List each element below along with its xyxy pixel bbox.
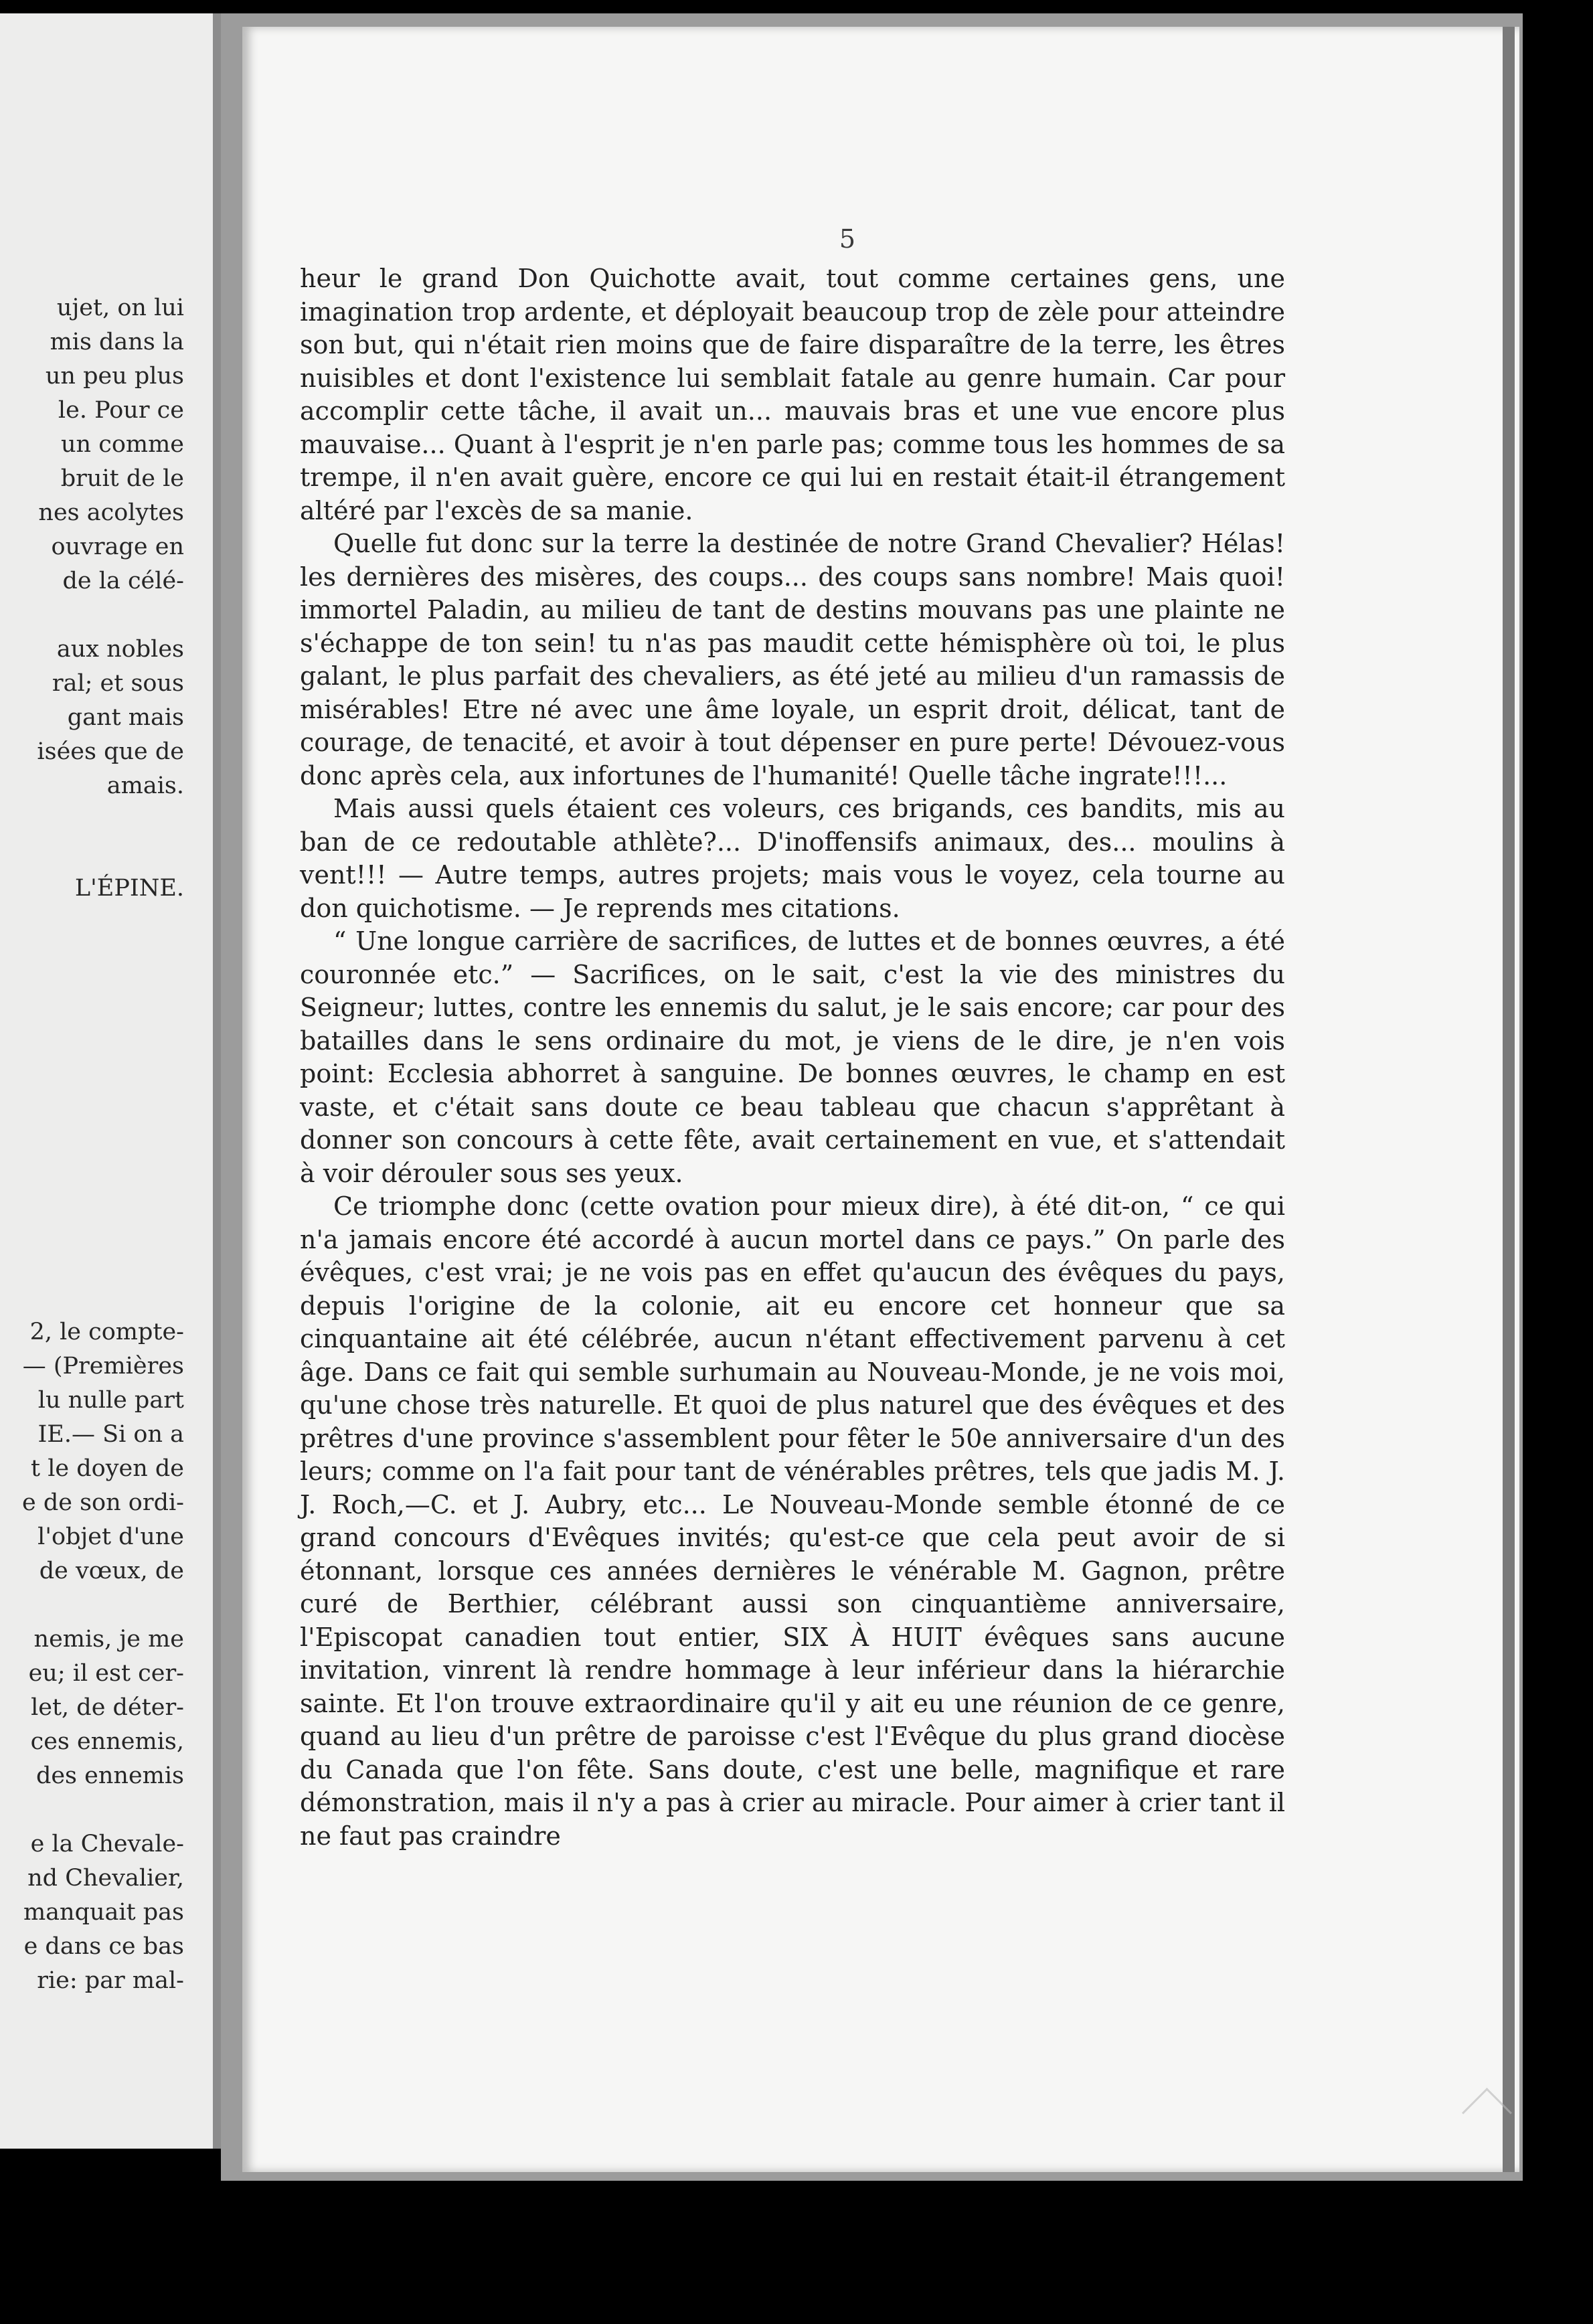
left-page-line: [0, 1042, 184, 1076]
left-page-line: [0, 1281, 184, 1315]
left-facing-page: [0, 13, 221, 2149]
left-page-line: [0, 1008, 184, 1042]
left-page-line: [0, 1213, 184, 1247]
left-page-line: [0, 1793, 184, 1827]
left-page-line: [0, 803, 184, 837]
left-page-line: mis dans la: [50, 329, 184, 355]
left-page-line: bruit de le: [60, 465, 184, 492]
left-page-line: gant mais: [67, 704, 184, 731]
left-page-line: le. Pour ce: [58, 397, 184, 424]
left-page-line: amais.: [106, 772, 184, 799]
left-page-line: L'ÉPINE.: [74, 875, 184, 902]
left-page-line: 2, le compte-: [29, 1319, 184, 1345]
left-page-line: e dans ce bas: [23, 1933, 184, 1960]
left-page-line: nemis, je me: [33, 1626, 184, 1653]
left-page-line: lu nulle part: [37, 1387, 184, 1414]
left-page-line: e de son ordi-: [21, 1489, 184, 1516]
left-page-line: ces ennemis,: [30, 1728, 184, 1755]
paragraph: heur le grand Don Quichotte avait, tout comme certaines gens, une imagination trop ardente, et déployait beaucoup trop de zèle pour atteindre son but, qui n'était rien moins que de faire disparaître de la terre, les êtres nuisibles et dont l'existence lui semblait fatale au genre humain. Car pour accomplir cette tâche, il avait un... mauvais bras et une vue encore plus mauvaise... Quant à l'esprit je n'en parle pas; comme tous les hommes de sa trempe, il n'en avait guère, encore ce qui lui en restait était-il étrangement altéré par l'excès de sa manie.: [300, 264, 1285, 525]
left-page-line: [0, 1247, 184, 1281]
left-page-gutter: [213, 13, 221, 2149]
left-page-line: de la célé-: [62, 568, 184, 594]
left-page-line: un peu plus: [45, 363, 184, 390]
left-page-text: [0, 291, 184, 1998]
left-page-line: [0, 1179, 184, 1213]
left-page-line: un comme: [61, 431, 184, 458]
left-page-line: ral; et sous: [52, 670, 184, 697]
paragraph: Mais aussi quels étaient ces voleurs, ces brigands, ces bandits, mis au ban de ce redoutable athlète?... D'inoffensifs animaux, des... moulins à vent!!! — Autre temps, autres projets; mais vous le voyez, cela tourne au don quichotisme. — Je reprends mes citations.: [300, 794, 1285, 923]
left-page-line: [0, 1145, 184, 1179]
left-page-line: [0, 598, 184, 633]
left-page-line: aux nobles: [56, 636, 184, 663]
left-page-line: manquait pas: [23, 1899, 184, 1926]
left-page-line: [0, 974, 184, 1008]
left-page-line: eu; il est cer-: [28, 1660, 184, 1687]
left-page-line: [0, 1110, 184, 1145]
left-page-line: — (Premières: [22, 1353, 184, 1380]
left-page-line: nes acolytes: [38, 499, 184, 526]
paragraph: “ Une longue carrière de sacrifices, de luttes et de bonnes œuvres, a été couronnée etc.” — Sacrifices, on le sait, c'est la vie des ministres du Seigneur; luttes, contre les ennemis du salut, je le sais encore; car pour des batailles dans le sens ordinaire du mot, je viens de le dire, je n'en vois point: Ecclesia abhorret à sanguine. De bonnes œuvres, le champ en est vaste, et c'était sans doute ce beau tableau que chacun s'apprêtant à donner son concours à cette fête, avait certainement en vue, et s'attendait à voir dérouler sous ses yeux.: [300, 926, 1285, 1188]
left-page-line: des ennemis: [35, 1762, 184, 1789]
left-page-line: rie: par mal-: [37, 1967, 184, 1994]
left-page-line: e la Chevale-: [30, 1831, 184, 1857]
paragraph: Quelle fut donc sur la terre la destinée de notre Grand Chevalier? Hélas! les dernières des misères, des coups... des coups sans nombre! Mais quoi! immortel Paladin, au milieu de tant de destins mouvans pas une plainte ne s'échappe de ton sein! tu n'as pas maudit cette hémisphère où toi, le plus galant, le plus parfait des chevaliers, as été jeté au milieu d'un ramassis de misérables! Etre né avec une âme loyale, un esprit droit, délicat, tant de courage, de tenacité, et avoir à tout dépenser en pure perte! Dévouez-vous donc après cela, aux infortunes de l'humanité! Quelle tâche ingrate!!!...: [300, 529, 1285, 791]
left-page-line: ouvrage en: [51, 533, 184, 560]
left-page-line: [0, 940, 184, 974]
left-page-line: l'objet d'une: [37, 1523, 184, 1550]
paragraph: Ce triomphe donc (cette ovation pour mieux dire), à été dit-on, “ ce qui n'a jamais encore été accordé à aucun mortel dans ce pays.” On parle des évêques, c'est vrai; je ne vois pas en effet qu'aucun des évêques du pays, depuis l'origine de la colonie, ait eu encore cet honneur que sa cinquantaine ait été célébrée, aucun n'étant effectivement parvenu à cet âge. Dans ce fait qui semble surhumain au Nouveau-Monde, je ne vois moi, qu'une chose très naturelle. Et quoi de plus naturel que des évêques et des prêtres d'une province s'assemblent pour fêter le 50e anniversaire d'un des leurs; comme on l'a fait pour tant de vénérables prêtres, tels que jadis M. J. J. Roch,—C. et J. Aubry, etc... Le Nouveau-Monde semble étonné de ce grand concours d'Evêques invités; qu'est-ce que cela peut avoir de si étonnant, lorsque ces années dernières le vénérable M. Gagnon, prêtre curé de Berthier, célébrant aussi son cinquantième anniversaire, l'Episcopat canadien tout entier, SIX À HUIT évêques sans aucune invitation, vinrent là rendre hommage à leur inférieur dans la hiérarchie sainte. Et l'on trouve extraordinaire qu'il y ait eu une réunion de ce genre, quand au lieu d'un prêtre de paroisse c'est l'Evêque du plus grand diocèse du Canada que l'on fête. Sans doute, c'est une belle, magnifique et rare démonstration, mais il n'y a pas à crier au miracle. Pour aimer à crier tant il ne faut pas craindre: [300, 1191, 1285, 1851]
left-page-line: nd Chevalier,: [27, 1865, 184, 1892]
page-edge-shadow: [1503, 27, 1515, 2172]
page-number: 5: [839, 224, 856, 254]
left-page-line: let, de déter-: [31, 1694, 184, 1721]
left-page-line: ujet, on lui: [56, 295, 184, 321]
left-page-line: isées que de: [37, 738, 184, 765]
left-page-line: [0, 837, 184, 872]
left-page-line: IE.— Si on a: [37, 1421, 184, 1448]
left-page-line: [0, 1076, 184, 1110]
left-page-line: [0, 1588, 184, 1623]
left-page-line: t le doyen de: [31, 1455, 184, 1482]
left-page-line: [0, 906, 184, 940]
left-page-line: de vœux, de: [39, 1558, 184, 1584]
body-text: [300, 262, 1285, 1853]
